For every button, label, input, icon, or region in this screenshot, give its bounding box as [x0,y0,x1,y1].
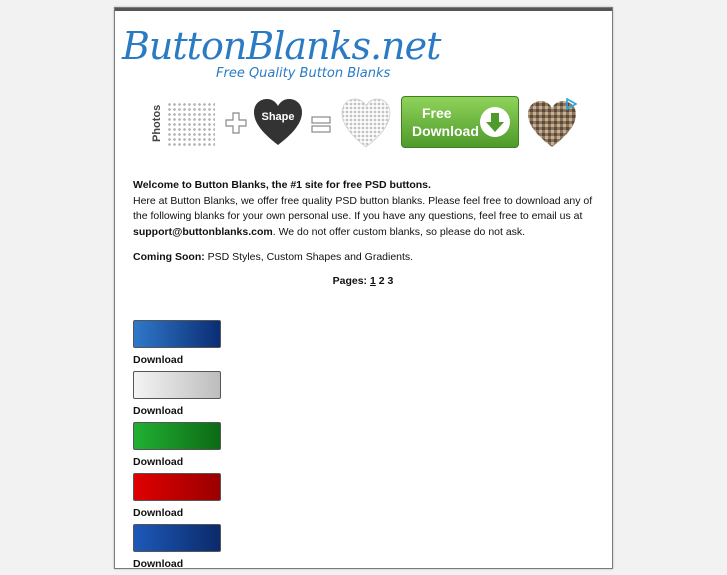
button-blank-list [133,320,333,575]
intro-paragraph [133,178,593,240]
support-email[interactable]: support@buttonblanks.com [133,225,273,238]
intro-section [133,178,593,287]
logo-title: ButtonBlanks.net [122,24,441,68]
top-border [115,8,612,11]
button-preview[interactable] [133,422,221,450]
coming-soon [133,250,593,266]
download-link[interactable]: Download [133,507,184,519]
button-item-silver [133,371,333,422]
promo-banner[interactable] [151,96,577,154]
button-item-blue-pattern [133,524,333,575]
button-preview[interactable] [133,524,221,552]
button-item-red [133,473,333,524]
download-link[interactable]: Download [133,558,184,570]
download-label: Download [412,123,479,139]
page-link-3[interactable]: 3 [387,275,394,287]
site-logo[interactable] [122,24,441,84]
photos-label: Photos [151,104,163,142]
free-download-button[interactable] [401,96,519,148]
logo-tagline: Free Quality Button Blanks [216,66,391,81]
coming-soon-label: Coming Soon: [133,251,205,263]
button-item-green [133,422,333,473]
download-link[interactable]: Download [133,354,184,366]
page-link-1[interactable]: 1 [369,275,376,287]
button-preview[interactable] [133,320,221,348]
shape-label: Shape [261,111,295,123]
free-label: Free [422,105,452,121]
page-link-2[interactable]: 2 [378,275,385,287]
dotted-heart-icon [341,98,391,150]
download-link[interactable]: Download [133,456,184,468]
download-arrow-icon [480,107,510,137]
pagination [133,274,593,290]
button-item-blue [133,320,333,371]
intro-body-end: . We do not offer custom blanks, so please do not ask. [272,225,526,238]
photo-grid-icon [167,102,215,146]
button-preview[interactable] [133,371,221,399]
heart-shape-icon [253,98,303,148]
adchoices-icon[interactable] [565,98,577,110]
pages-label: Pages: [332,275,368,287]
equals-icon [311,114,331,134]
plus-icon [225,112,247,134]
coming-soon-text: PSD Styles, Custom Shapes and Gradients. [204,251,414,263]
page-container [114,7,613,569]
download-link[interactable]: Download [133,405,184,417]
button-preview[interactable] [133,473,221,501]
intro-body: Here at Button Blanks, we offer free quality PSD button blanks. Please feel free to download any of the following blanks for your own personal use. If you have any questions, feel free to email us at [133,194,593,222]
welcome-text: Welcome to Button Blanks, the #1 site for free PSD buttons. [133,179,431,191]
